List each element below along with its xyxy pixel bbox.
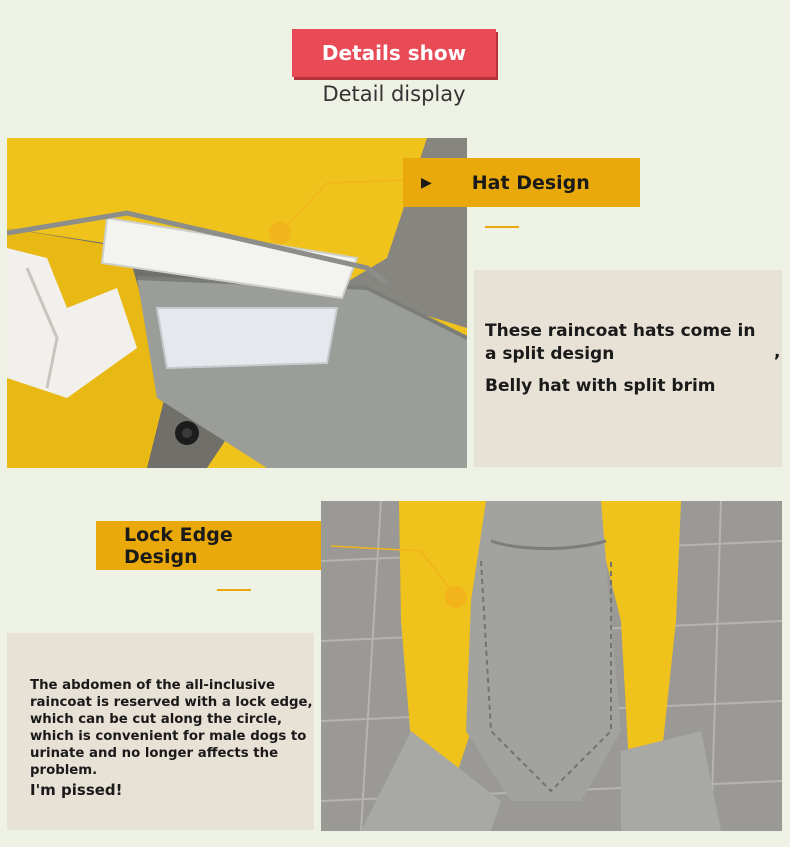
lock-edge-design-label	[96, 521, 333, 570]
hat-design-trailing-comma: ,	[774, 342, 781, 362]
lock-edge-description: The abdomen of the all-inclusive raincoat is reserved with a lock edge, which can be cut along the circle, which is convenient for male dogs to urinate and no longer affects the problem.	[30, 678, 313, 778]
details-show-badge	[292, 29, 496, 77]
hat-photo-illustration	[7, 138, 467, 468]
lock-edge-design-title: Lock Edge Design	[124, 523, 233, 568]
lock-edge-exclamation: I'm pissed!	[30, 781, 123, 799]
hat-design-title: Hat Design	[471, 171, 590, 194]
hat-design-description-panel	[474, 270, 782, 467]
hat-design-description-line2: Belly hat with split brim	[485, 376, 716, 396]
hat-design-description-line1: These raincoat hats come in a split design	[485, 321, 756, 364]
details-show-label: Details show	[321, 41, 467, 65]
lock-edge-divider	[217, 589, 251, 591]
hat-design-divider	[485, 226, 519, 228]
detail-display-subtitle: Detail display	[322, 82, 466, 106]
lock-edge-description-panel	[7, 633, 314, 830]
triangle-right-icon: ▶	[421, 174, 432, 191]
hat-design-photo	[7, 138, 467, 468]
lock-edge-design-photo	[321, 501, 782, 831]
hat-design-label	[403, 158, 640, 207]
lock-edge-photo-illustration	[321, 501, 782, 831]
